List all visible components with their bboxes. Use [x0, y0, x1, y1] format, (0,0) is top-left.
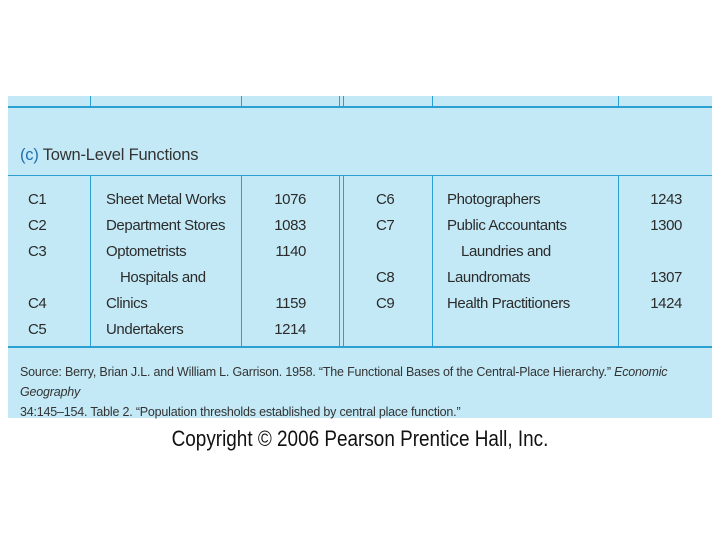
rule-top-4	[343, 96, 344, 106]
section-title-text: Town-Level Functions	[42, 146, 199, 164]
rule-col-6	[618, 176, 619, 346]
table-row-threshold: 1243	[650, 191, 682, 208]
table-row-function: Optometrists	[106, 243, 187, 260]
table-row-code: C3	[28, 243, 47, 260]
table-row-code: C2	[28, 217, 47, 234]
rule-top-5	[432, 96, 433, 106]
table-row-function: Public Accountants	[447, 217, 567, 234]
table-row-function-continued: Laundries and	[461, 243, 551, 260]
table-row-code: C1	[28, 191, 47, 208]
table-row-threshold: 1424	[650, 295, 682, 312]
rule-col-4	[343, 176, 344, 346]
table-row-threshold: 1159	[275, 295, 306, 312]
table-row-function: Department Stores	[106, 217, 226, 234]
rule-top-1	[90, 96, 91, 106]
table-row-function-continued: Hospitals and	[120, 269, 206, 286]
source-prefix: Source: Berry, Brian J.L. and William L. Garrison. 1958. “The Functional Bases of the Central-Place Hierarchy.”	[20, 365, 615, 379]
table-row-code: C4	[28, 295, 47, 312]
table-row-function: Clinics	[106, 295, 148, 312]
section-letter: (c)	[20, 146, 39, 164]
rule-col-5	[432, 176, 433, 346]
table-row-function: Laundromats	[447, 269, 531, 286]
table-row-threshold: 1140	[275, 243, 306, 260]
table-row-function: Undertakers	[106, 321, 184, 338]
threshold-table	[8, 96, 712, 418]
rule-header	[8, 175, 712, 176]
table-row-threshold: 1214	[274, 321, 306, 338]
rule-section-top	[8, 106, 712, 108]
source-journal: Economic Geography	[20, 365, 668, 399]
copyright-notice: Copyright © 2006 Pearson Prentice Hall, Inc.	[171, 426, 549, 451]
source-citation	[20, 362, 710, 422]
table-row-function: Health Practitioners	[447, 295, 570, 312]
table-row-threshold: 1083	[274, 217, 306, 234]
rule-top-6	[618, 96, 619, 106]
table-row-threshold: 1076	[274, 191, 306, 208]
rule-source-top	[8, 346, 712, 348]
table-row-function: Sheet Metal Works	[106, 191, 226, 208]
table-row-code: C8	[376, 269, 395, 286]
rule-top-3	[339, 96, 340, 106]
table-row-code: C6	[376, 191, 395, 208]
rule-col-2	[241, 176, 242, 346]
table-row-function: Photographers	[447, 191, 541, 208]
source-suffix: 34:145–154. Table 2. “Population thresholds established by central place function.”	[20, 405, 461, 419]
table-row-threshold: 1307	[650, 269, 682, 286]
rule-top-2	[241, 96, 242, 106]
rule-col-3	[339, 176, 340, 346]
rule-col-1	[90, 176, 91, 346]
table-row-threshold: 1300	[650, 217, 682, 234]
section-title	[20, 146, 198, 165]
table-row-code: C9	[376, 295, 395, 312]
table-row-code: C5	[28, 321, 47, 338]
table-row-code: C7	[376, 217, 395, 234]
